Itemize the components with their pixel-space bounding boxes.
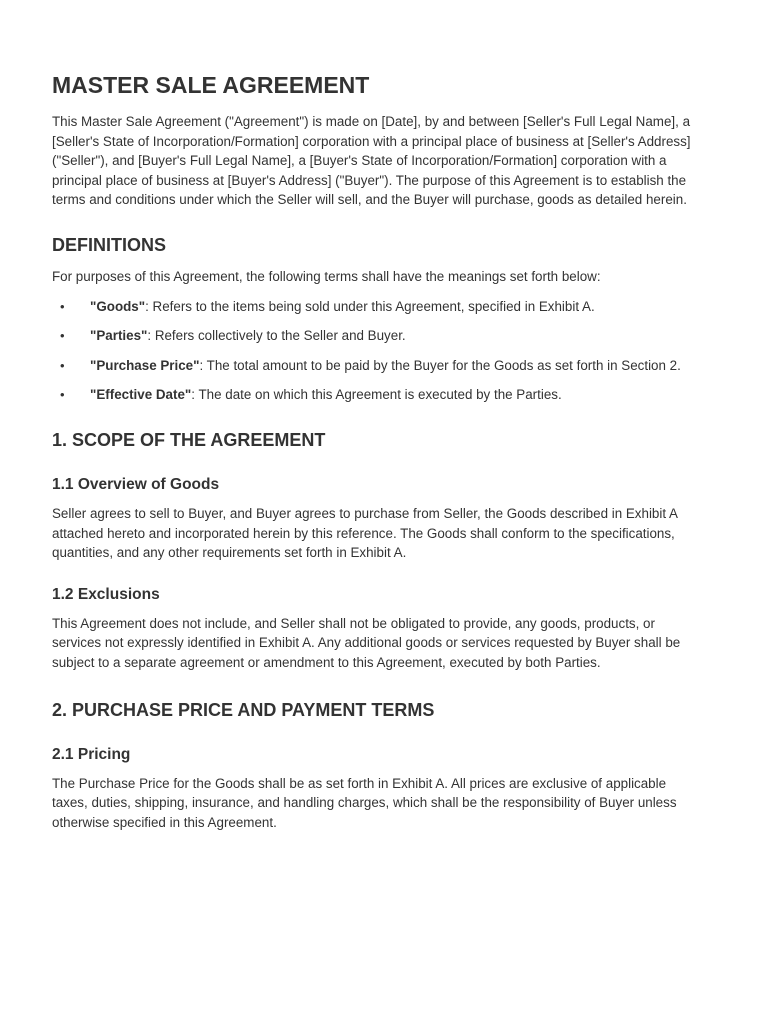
definition-term: "Goods" bbox=[90, 298, 146, 314]
definition-text: : Refers to the items being sold under this Agreement, specified in Exhibit A. bbox=[145, 298, 595, 314]
definition-text: : The total amount to be paid by the Buyer for the Goods as set forth in Section 2. bbox=[199, 357, 681, 373]
section-1-1-heading: 1.1 Overview of Goods bbox=[52, 475, 220, 493]
document-title: MASTER SALE AGREEMENT bbox=[52, 72, 370, 98]
list-item bbox=[52, 385, 702, 405]
list-item bbox=[52, 356, 702, 376]
section-2-1-heading: 2.1 Pricing bbox=[52, 745, 131, 763]
intro-paragraph: This Master Sale Agreement ("Agreement") is made on [Date], by and between [Seller's Full Legal Name], a [Seller's State of Incorporation/Formation] corporation with a principal place of business at [Seller's Address] ("Seller"), and [Buyer's Full Legal Name], a [Buyer's State of Incorporation/Formation] corporation with a principal place of business at [Buyer's Address] ("Buyer"). The purpose of this Agreement is to establish the terms and conditions under which the Seller will sell, and the Buyer will purchase, goods as detailed herein. bbox=[52, 114, 691, 208]
definitions-lead: For purposes of this Agreement, the following terms shall have the meanings set forth below: bbox=[52, 268, 601, 284]
bullet-icon: • bbox=[60, 298, 65, 314]
definition-term: "Effective Date" bbox=[90, 387, 192, 403]
section-1-1-text: Seller agrees to sell to Buyer, and Buyer agrees to purchase from Seller, the Goods described in Exhibit A attached hereto and incorporated herein by this reference. The Goods shall conform to the specifications, quantities, and any other requirements set forth in Exhibit A. bbox=[52, 505, 678, 561]
section-1-2-text: This Agreement does not include, and Seller shall not be obligated to provide, any goods, products, or services not expressly identified in Exhibit A. Any additional goods or services requested by Buyer shall be subject to a separate agreement or amendment to this Agreement, executed by both Parties. bbox=[52, 615, 681, 670]
list-item bbox=[52, 326, 702, 346]
definition-term: "Purchase Price" bbox=[90, 357, 200, 373]
bullet-icon: • bbox=[60, 328, 65, 344]
section-2-heading: 2. PURCHASE PRICE AND PAYMENT TERMS bbox=[52, 699, 435, 720]
definition-text: : Refers collectively to the Seller and Buyer. bbox=[147, 328, 406, 344]
section-2-1-text: The Purchase Price for the Goods shall be as set forth in Exhibit A. All prices are exclusive of applicable taxes, duties, shipping, insurance, and handling charges, which shall be the responsibility of Buyer unless otherwise specified in this Agreement. bbox=[52, 775, 677, 830]
definition-term: "Parties" bbox=[90, 328, 148, 344]
bullet-icon: • bbox=[60, 357, 65, 373]
definitions-heading: DEFINITIONS bbox=[52, 234, 167, 255]
section-1-heading: 1. SCOPE OF THE AGREEMENT bbox=[52, 429, 326, 450]
definition-text: : The date on which this Agreement is executed by the Parties. bbox=[191, 387, 562, 403]
document-page bbox=[52, 70, 702, 832]
bullet-icon: • bbox=[60, 387, 65, 403]
list-item bbox=[52, 297, 702, 317]
definitions-list bbox=[52, 297, 702, 405]
section-1-2-heading: 1.2 Exclusions bbox=[52, 585, 160, 603]
